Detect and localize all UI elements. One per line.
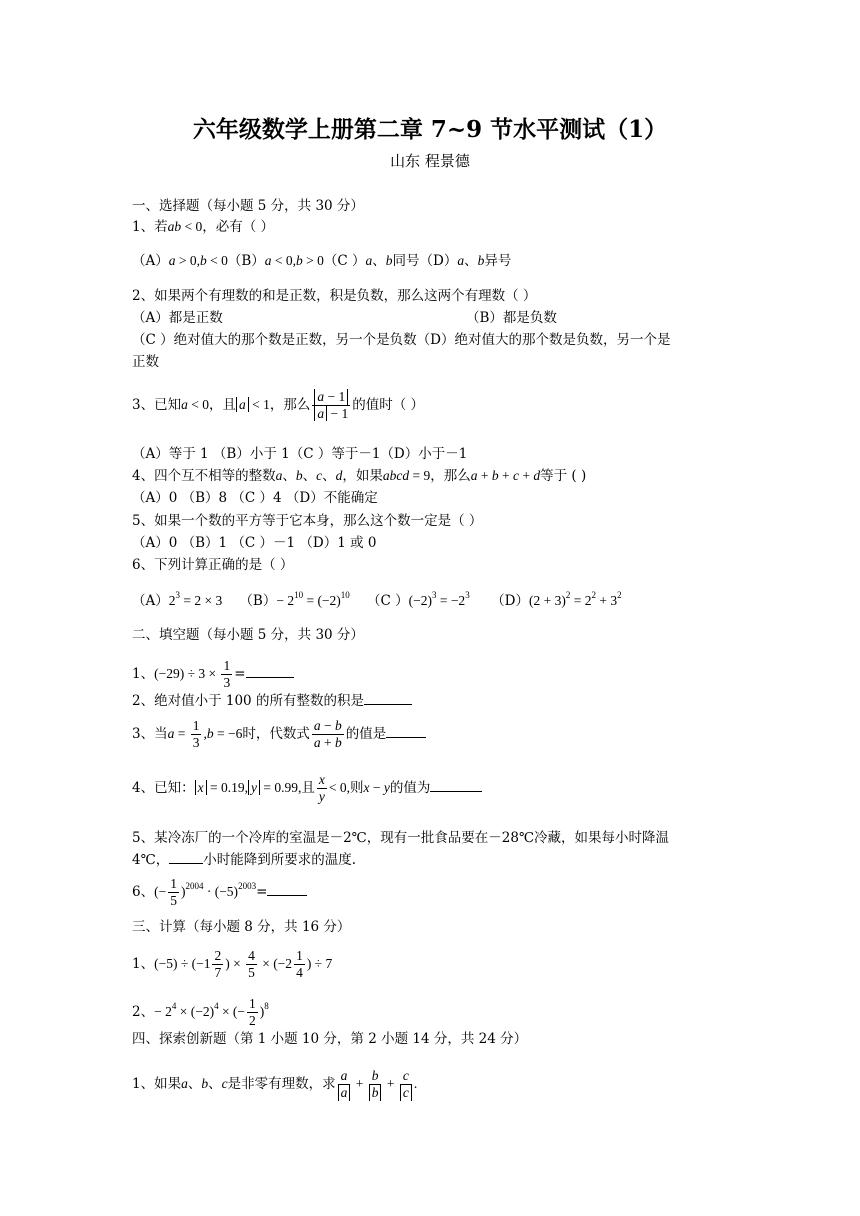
fraction: $\frac{1}{3}$ xyxy=(223,658,231,690)
section-heading-fill: 二、填空题（每小题 5 分，共 30 分） xyxy=(132,627,364,643)
question-1-stem: 1、若ab < 0，必有（ ） xyxy=(132,219,275,235)
fraction: $\frac{a - 1}{a - 1}$ xyxy=(312,389,350,422)
fill-5-line-2: 4℃， 小时能降到所要求的温度. xyxy=(132,852,356,868)
question-4-stem: 4、四个互不相等的整数a、b、c、d，如果abcd = 9，那么a + b + c + d等于 ( ) xyxy=(132,468,587,484)
question-6-options: $(A)2^3 = 2 \times 3$ $(B)- 2^{10} = (-2)^{10}$ （C ）$(-2)^3 = -2^3$ $(D)(2 + 3)^2 = 2^2 + 3^2$ xyxy=(132,590,622,609)
fill-6: 6、(− $\frac{1}{5}$ )$^{2004} \cdot (-5)^{2003}=$ xyxy=(132,876,307,909)
fraction: $\frac{1}{2}$ xyxy=(249,996,256,1028)
fill-4: 4、已知： x = 0.19, y = 0.99,且 $\frac{x}{y}$ < 0,则x − y的值为 xyxy=(132,772,482,805)
fill-1: 1、(−29) ÷ 3 × $\frac{1}{3}$ = xyxy=(132,658,294,691)
fraction: $\frac{a - b}{a + b}$ xyxy=(313,718,342,750)
explore-1: 1、如果a、b、c是非零有理数，求 $\frac{a}{a}$ + $\frac{b}{b}$ + $\frac{c}{c}$ . xyxy=(132,1068,418,1100)
answer-blank[interactable] xyxy=(246,665,294,678)
fraction: $\frac{1}{5}$ xyxy=(170,876,177,908)
fill-2: 2、绝对值小于 100 的所有整数的积是 xyxy=(132,692,412,710)
answer-blank[interactable] xyxy=(169,851,203,864)
page-title: 六年级数学上册第二章 7~9 节水平测试（1） xyxy=(192,116,668,143)
section-heading-calc: 三、计算（每小题 8 分，共 16 分） xyxy=(132,919,351,935)
question-2-option-cd: （C ）绝对值大的那个数是正数，另一个是负数（D）绝对值大的那个数是负数，另一个是 xyxy=(132,332,671,348)
fill-3: 3、当a = $\frac{1}{3}$ ,b = −6时，代数式 $\frac{a - b}{a + b}$ 的值是 xyxy=(132,718,426,751)
fraction: $\frac{x}{y}$ xyxy=(318,772,325,804)
question-5-stem: 5、如果一个数的平方等于它本身，那么这个数一定是（ ） xyxy=(132,513,483,529)
answer-blank[interactable] xyxy=(267,883,307,896)
question-2-option-b: （B）都是负数 xyxy=(466,310,557,326)
fraction: $\frac{1}{4}$ xyxy=(296,948,303,980)
fraction: $\frac{a}{a}$ xyxy=(338,1068,351,1101)
question-3-options: （A）等于 1 （B）小于 1（C ）等于－1（D）小于－1 xyxy=(132,446,468,462)
fraction: $\frac{2}{7}$ xyxy=(214,948,222,980)
section-heading-explore: 四、探索创新题（第 1 小题 10 分，第 2 小题 14 分，共 24 分） xyxy=(132,1031,528,1047)
question-2-option-cd-cont: 正数 xyxy=(132,354,159,370)
answer-blank[interactable] xyxy=(430,779,482,792)
fraction: $\frac{c}{c}$ xyxy=(400,1068,412,1101)
section-heading-choice: 一、选择题（每小题 5 分，共 30 分） xyxy=(132,198,364,214)
question-4-options: （A）0 （B）8 （C ）4 （D）不能确定 xyxy=(132,490,378,506)
question-1-options: （A）a > 0,b < 0（B）a < 0,b > 0（C ）a、b同号（D）a、b异号 xyxy=(132,253,512,269)
answer-blank[interactable] xyxy=(386,725,426,738)
answer-blank[interactable] xyxy=(364,692,412,705)
question-5-options: （A）0 （B）1 （C ）－1 （D）1 或 0 xyxy=(132,535,377,551)
question-2-stem: 2、如果两个有理数的和是正数，积是负数，那么这两个有理数（ ） xyxy=(132,288,537,304)
fraction: $\frac{b}{b}$ xyxy=(369,1068,382,1101)
question-3-stem: 3、已知a < 0，且 a < 1，那么 $\frac{a - 1}{a - 1}$ 的值时（ ） xyxy=(132,389,425,421)
fraction: $\frac{4}{5}$ xyxy=(248,948,255,980)
fill-5-line-1: 5、某冷冻厂的一个冷库的室温是－2℃，现有一批食品要在－28℃冷藏，如果每小时降温 xyxy=(132,830,670,846)
calc-2: 2、− $2^4 \times (-2)^4$ × (− $\frac{1}{2}$ )$^8$ xyxy=(132,996,269,1028)
question-2-option-a: （A）都是正数 xyxy=(132,310,223,326)
fraction: $\frac{1}{3}$ xyxy=(192,718,200,750)
author: 山东 程景德 xyxy=(390,152,470,170)
calc-1: 1、(−5) ÷ (−1 $\frac{2}{7}$ ) × $\frac{4}{5}$ × (−2 $\frac{1}{4}$ ) ÷ 7 xyxy=(132,948,333,980)
question-6-stem: 6、下列计算正确的是（ ） xyxy=(132,557,294,573)
